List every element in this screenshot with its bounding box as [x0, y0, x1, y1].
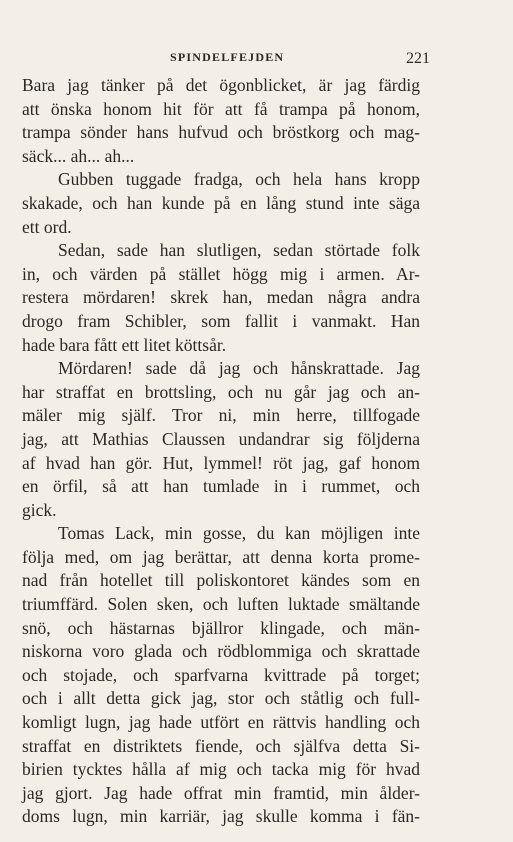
text-line: restera mördaren! skrek han, medan några andra — [22, 287, 420, 308]
body-text — [22, 74, 420, 829]
text-line: straffat en distriktets fiende, och själfva detta Si- — [22, 735, 420, 756]
text-line: ett ord. — [22, 216, 72, 237]
text-line: drogo fram Schibler, som fallit i vanmakt. Han — [22, 310, 420, 331]
text-line: snö, och hästarnas bjällror klingade, och män- — [22, 617, 420, 638]
text-line: Gubben tuggade fradga, och hela hans kropp — [58, 169, 420, 190]
text-line: Tomas Lack, min gosse, du kan möjligen inte — [58, 523, 420, 544]
page-number: 221 — [406, 50, 430, 67]
text-line: säck... ah... ah... — [22, 145, 135, 166]
text-line: har straffat en brottsling, och nu går jag och an- — [22, 381, 420, 402]
text-line: jag, att Mathias Claussen undandrar sig följderna — [22, 428, 420, 449]
text-line: följa med, om jag berättar, att denna korta prome- — [22, 546, 420, 567]
text-line: en örfil, så att han tumlade in i rummet, och — [22, 476, 420, 497]
text-line: af hvad han gör. Hut, lymmel! röt jag, gaf honom — [22, 452, 420, 473]
text-line: Bara jag tänker på det ögonblicket, är jag färdig — [22, 75, 420, 95]
text-line: in, och värden på stället högg mig i armen. Ar- — [22, 263, 420, 284]
text-line: hade bara fått ett litet köttsår. — [22, 334, 227, 355]
text-line: och i allt detta gick jag, stor och ståtlig och full- — [22, 688, 420, 709]
text-line: Mördaren! sade då jag och hånskrattade. Jag — [58, 358, 420, 379]
text-line: mäler mig själf. Tror ni, min herre, tillfogade — [22, 405, 420, 426]
text-line: att önska honom hit för att få trampa på honom, — [22, 98, 420, 119]
text-line: nad från hotellet till poliskontoret kändes som en — [22, 570, 420, 591]
text-line: skakade, och han kunde på en lång stund inte säga — [22, 192, 420, 213]
text-line: och stojade, och sparfvarna kvittrade på torget; — [22, 664, 420, 685]
text-line: trampa sönder hans hufvud och bröstkorg och mag- — [22, 122, 420, 143]
text-line: niskorna voro glada och rödblommiga och skrattade — [22, 641, 420, 662]
running-title: SPINDELFEJDEN — [170, 50, 285, 64]
page-header — [22, 50, 430, 70]
text-line: triumffärd. Solen sken, och luften luktade smältande — [22, 594, 420, 615]
text-line: jag gjort. Jag hade offrat min framtid, min ålder- — [22, 782, 420, 803]
text-line: birien tycktes hålla af mig och tacka mig för hvad — [22, 759, 420, 780]
text-line: Sedan, sade han slutligen, sedan störtade folk — [58, 240, 420, 261]
text-line: komligt lugn, jag hade utfört en rättvis handling och — [22, 712, 420, 733]
text-line: gick. — [22, 499, 57, 520]
text-line: doms lugn, min karriär, jag skulle komma i fän- — [22, 806, 420, 827]
